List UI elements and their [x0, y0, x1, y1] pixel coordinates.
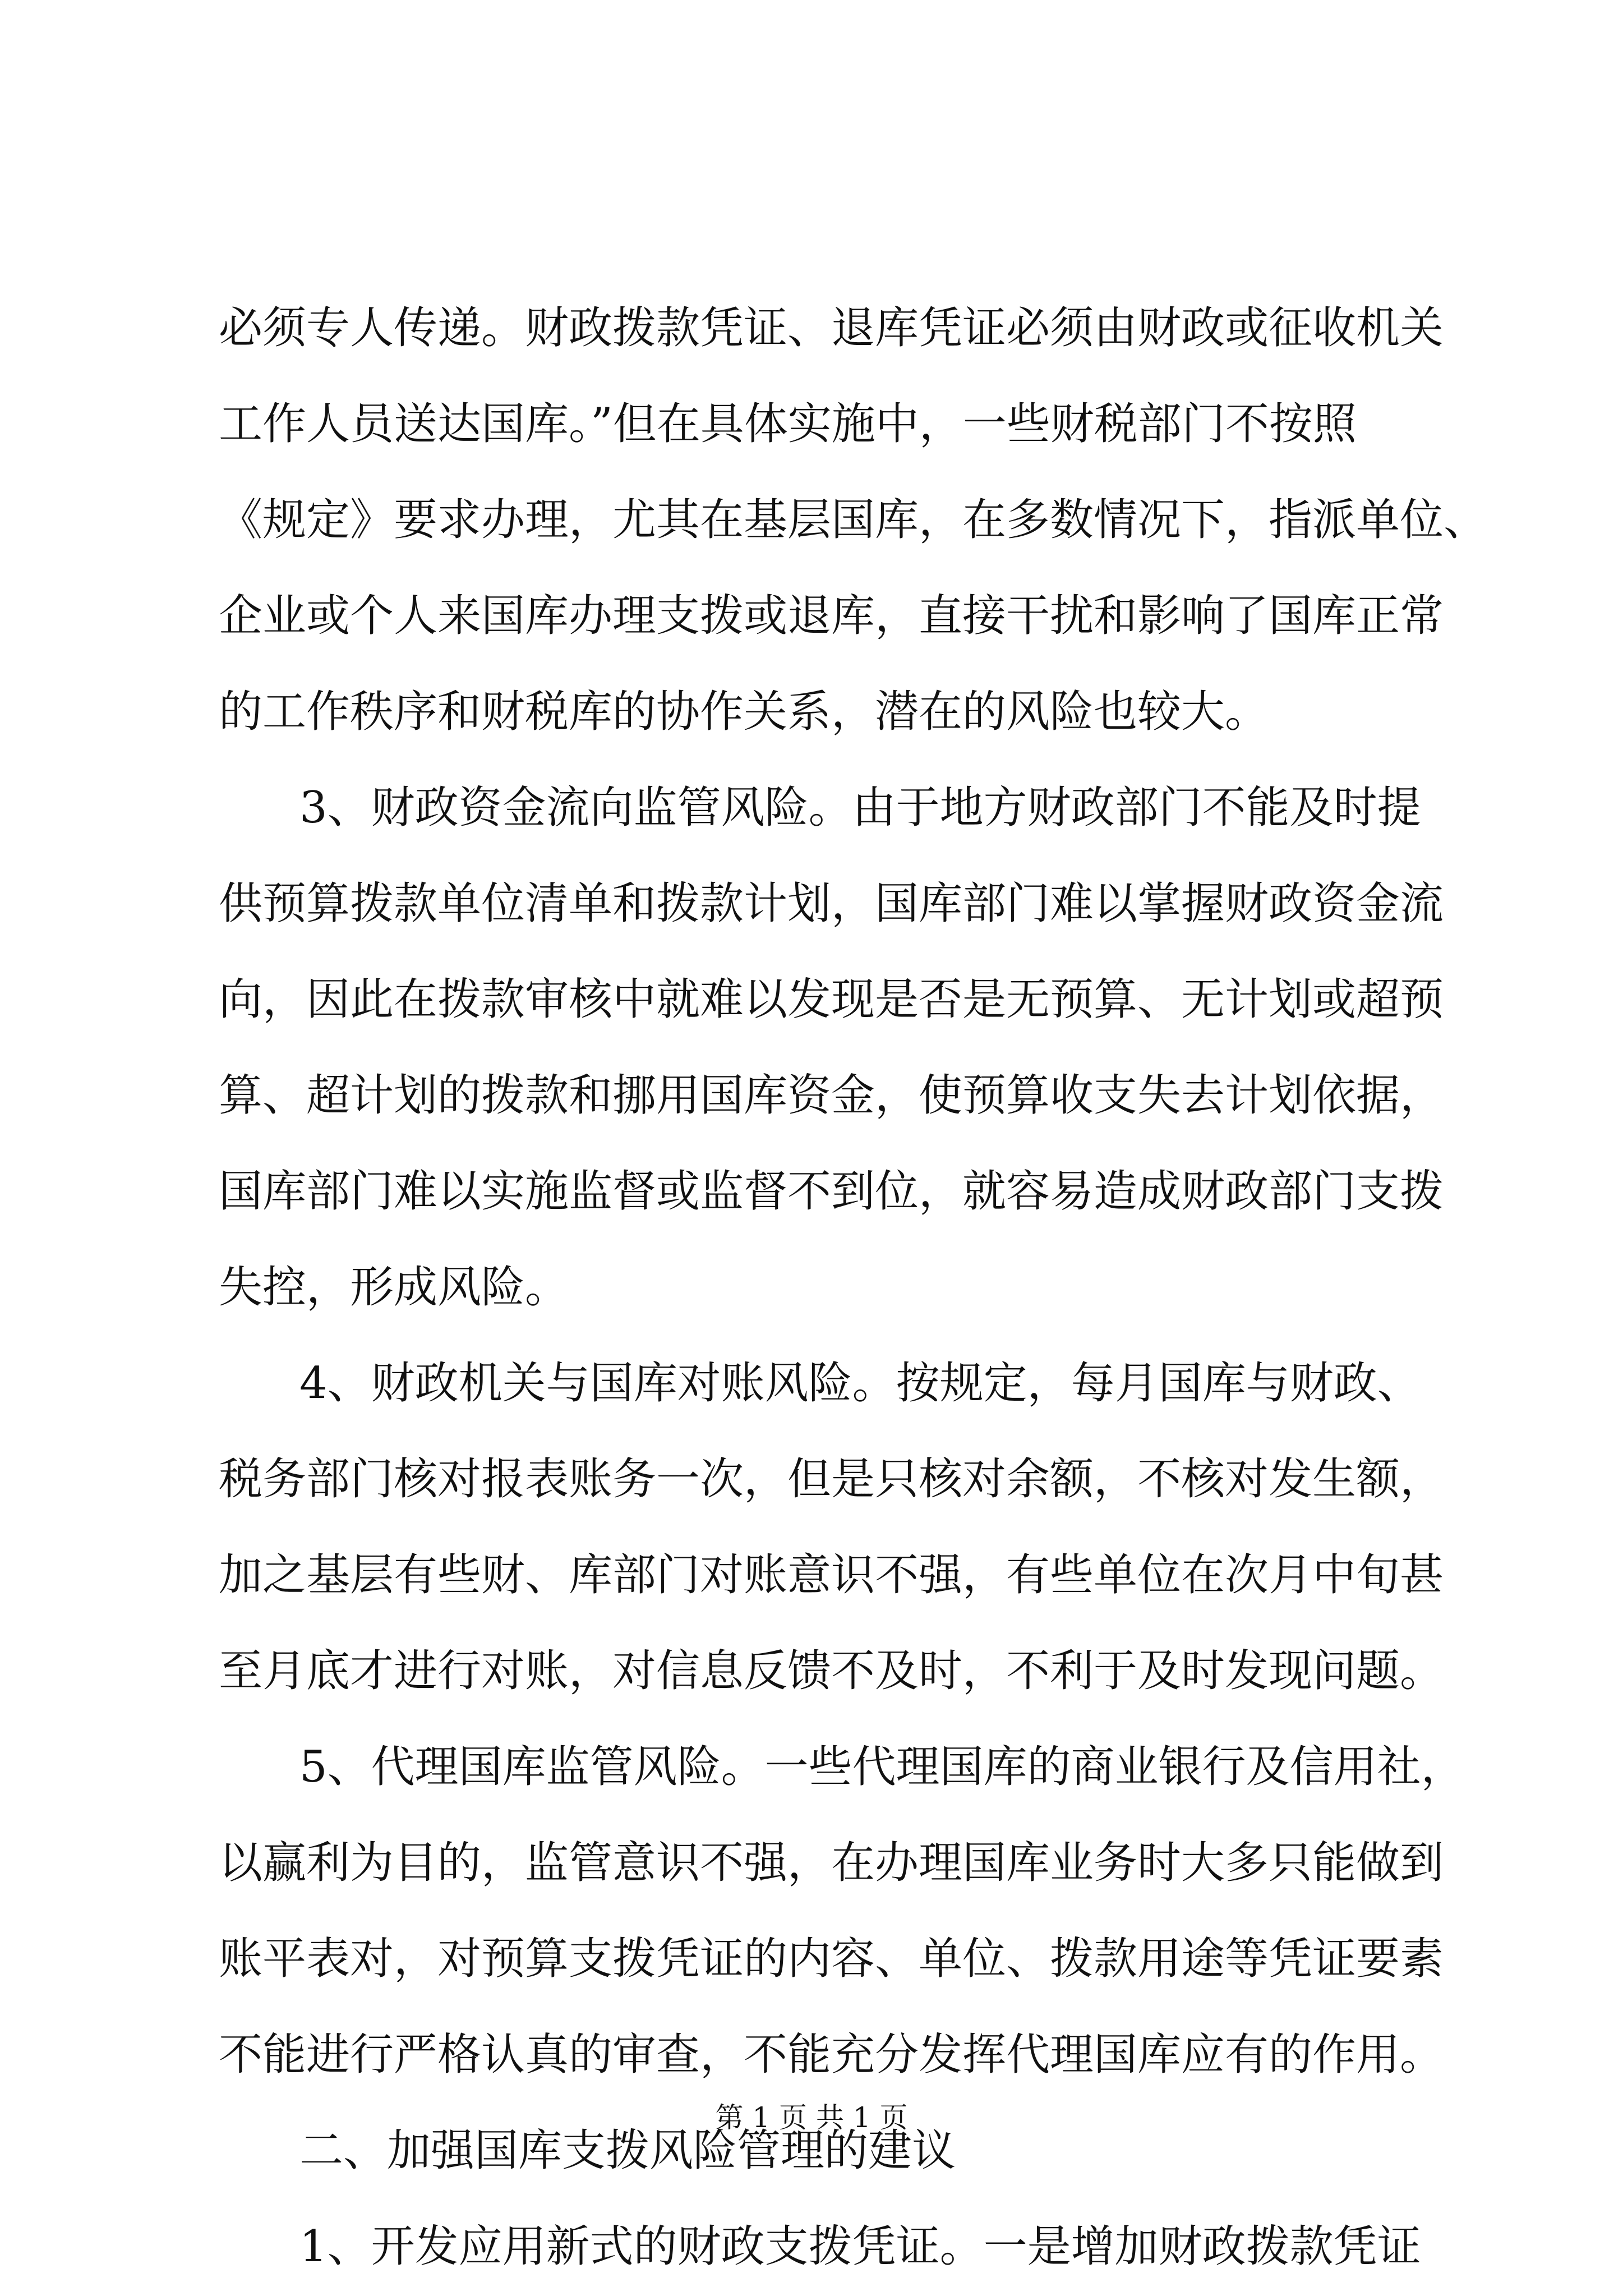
- text-line: 国库部门难以实施监督或监督不到位，就容易造成财政部门支拨: [219, 1166, 1444, 1217]
- text-line: 以赢利为目的，监管意识不强，在办理国库业务时大多只能做到: [219, 1838, 1444, 1888]
- paragraph-first-line: 4、财政机关与国库对账风险。按规定，每月国库与财政、: [299, 1358, 1421, 1409]
- text-line: 工作人员送达国库。”但在具体实施中，一些财税部门不按照: [219, 399, 1357, 449]
- document-body: [219, 280, 1488, 2295]
- paragraph-first-line: 1、开发应用新式的财政支拨凭证。一是增加财政拨款凭证: [299, 2221, 1421, 2272]
- section-heading: 二、加强国库支拨风险管理的建议: [299, 2125, 956, 2176]
- text-line: 不能进行严格认真的审查，不能充分发挥代理国库应有的作用。: [219, 2030, 1444, 2080]
- text-line: 《规定》要求办理，尤其在基层国库，在多数情况下，指派单位、: [219, 495, 1488, 545]
- text-line: 企业或个人来国库办理支拨或退库，直接干扰和影响了国库正常: [219, 591, 1444, 641]
- paragraph-first-line: 3、财政资金流向监管风险。由于地方财政部门不能及时提: [299, 783, 1421, 833]
- text-line: 的工作秩序和财税库的协作关系，潜在的风险也较大。: [219, 687, 1269, 737]
- text-line: 至月底才进行对账，对信息反馈不及时，不利于及时发现问题。: [219, 1646, 1444, 1696]
- text-line: 加之基层有些财、库部门对账意识不强，有些单位在次月中旬甚: [219, 1550, 1444, 1600]
- page-footer: 第 1 页 共 1 页: [715, 2101, 908, 2134]
- text-line: 供预算拨款单位清单和拨款计划，国库部门难以掌握财政资金流: [219, 878, 1444, 929]
- text-line: 必须专人传递。财政拨款凭证、退库凭证必须由财政或征收机关: [219, 303, 1444, 353]
- text-line: 向，因此在拨款审核中就难以发现是否是无预算、无计划或超预: [219, 974, 1444, 1025]
- text-line: 账平表对，对预算支拨凭证的内容、单位、拨款用途等凭证要素: [219, 1934, 1444, 1984]
- text-line: 失控，形成风险。: [219, 1262, 569, 1313]
- text-line: 税务部门核对报表账务一次，但是只核对余额，不核对发生额，: [219, 1454, 1444, 1504]
- paragraph-first-line: 5、代理国库监管风险。一些代理国库的商业银行及信用社，: [299, 1742, 1465, 1792]
- text-line: 算、超计划的拨款和挪用国库资金，使预算收支失去计划依据，: [219, 1070, 1444, 1121]
